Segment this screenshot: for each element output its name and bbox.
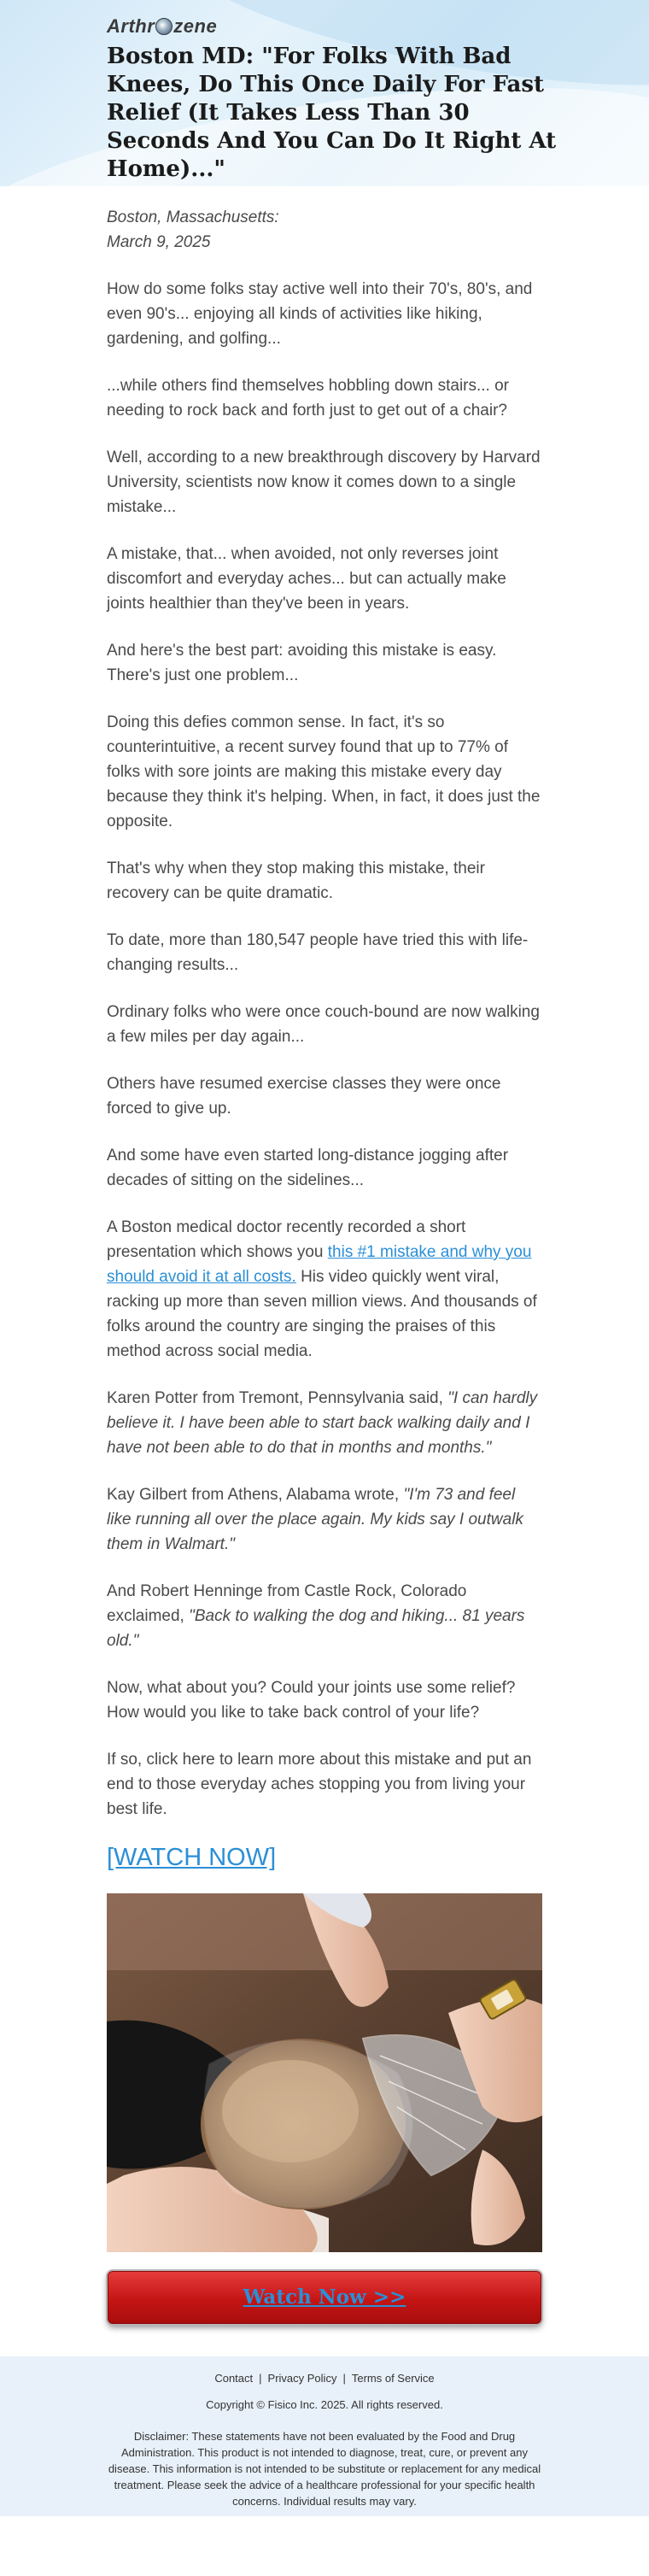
page-headline: Boston MD: "For Folks With Bad Knees, Do This Once Daily For Fast Relief (It Takes Less Than 30 Seconds And You Can Do It Right At Home)..." — [107, 44, 557, 182]
logo-text-end: zene — [173, 15, 218, 37]
footer-link-separator: | — [342, 2372, 346, 2385]
testimonial-quote: "I'm 73 and feel like running all over the place again. My kids say I outwalk them in Walmart." — [107, 1486, 523, 1553]
paragraph: Now, what about you? Could your joints use some relief? How would you like to take back control of your life? — [107, 1679, 516, 1722]
paragraph: ...while others find themselves hobbling down stairs... or needing to rock back and forth just to get out of a chair? — [107, 377, 510, 420]
paragraph: How do some folks stay active well into their 70's, 80's, and even 90's... enjoying all kinds of activities like hiking, gardening, and golfing... — [107, 280, 533, 348]
testimonial-quote: "I can hardly believe it. I have been able to start back walking daily and I have not been able to do that in months and months." — [107, 1389, 538, 1457]
watch-now-link[interactable]: [WATCH NOW] — [107, 1844, 277, 1871]
article-body — [107, 186, 542, 2324]
knee-wrap-photo[interactable] — [107, 1893, 542, 2252]
testimonial-intro: Karen Potter from Tremont, Pennsylvania said, — [107, 1389, 448, 1407]
testimonial-kay — [107, 1482, 542, 1557]
dateline — [107, 205, 542, 255]
paragraph: Others have resumed exercise classes they were once forced to give up. — [107, 1075, 501, 1118]
footer-links — [0, 2370, 649, 2386]
testimonial-robert — [107, 1579, 542, 1653]
footer-disclaimer: Disclaimer: These statements have not been evaluated by the Food and Drug Administration. This product is not intended to diagnose, treat, cure, or prevent any disease. This information is not intended to be substitute or replacement for any medical treatment. Please seek the advice of a healthcare professional for your specific health concerns. Individual results may vary. — [108, 2430, 541, 2508]
page-footer — [0, 2356, 649, 2516]
paragraph-text: A Boston medical doctor recently recorded a short presentation which shows you — [107, 1218, 466, 1261]
footer-link-terms[interactable]: Terms of Service — [351, 2372, 435, 2385]
dateline-date: March 9, 2025 — [107, 233, 211, 251]
paragraph: If so, click here to learn more about this mistake and put an end to those everyday aches stopping you from living your best life. — [107, 1751, 532, 1818]
paragraph: Ordinary folks who were once couch-bound are now walking a few miles per day again... — [107, 1003, 540, 1046]
dateline-location: Boston, Massachusetts: — [107, 208, 279, 226]
testimonial-intro: Kay Gilbert from Athens, Alabama wrote, — [107, 1486, 404, 1504]
knee-wrap-illustration — [107, 1893, 542, 2252]
paragraph-text: His video quickly went viral, racking up more than seven million views. And thousands of folks around the country are singing the praises of this method across social media. — [107, 1268, 537, 1360]
brand-logo — [107, 15, 217, 38]
header-banner — [0, 0, 649, 186]
paragraph: A mistake, that... when avoided, not only reverses joint discomfort and everyday aches... but can actually make joints healthier than they've been in years. — [107, 545, 506, 613]
cta-wrapper — [107, 2252, 542, 2324]
paragraph: Well, according to a new breakthrough discovery by Harvard University, scientists now know it comes down to a single mistake... — [107, 449, 541, 516]
footer-link-contact[interactable]: Contact — [214, 2372, 254, 2385]
testimonial-karen — [107, 1386, 542, 1460]
paragraph: And some have even started long-distance jogging after decades of sitting on the sidelines... — [107, 1147, 509, 1189]
footer-link-separator: | — [259, 2372, 262, 2385]
footer-link-privacy[interactable]: Privacy Policy — [267, 2372, 337, 2385]
paragraph: And here's the best part: avoiding this mistake is easy. There's just one problem... — [107, 642, 497, 684]
logo-text-start: Arthr — [107, 15, 155, 37]
watch-now-button[interactable]: Watch Now >> — [108, 2271, 541, 2324]
testimonial-intro: And Robert Henninge from Castle Rock, Colorado exclaimed, — [107, 1582, 467, 1625]
mistake-video-link[interactable]: this #1 mistake and why you should avoid it at all costs. — [107, 1243, 532, 1286]
logo-globe-icon — [155, 18, 172, 35]
paragraph-with-link — [107, 1215, 542, 1364]
paragraph: Doing this defies common sense. In fact, it's so counterintuitive, a recent survey found that up to 77% of folks with sore joints are making this mistake every day because they think it's helping. When, in fact, it does just the opposite. — [107, 713, 541, 830]
paragraph: That's why when they stop making this mistake, their recovery can be quite dramatic. — [107, 860, 485, 902]
footer-copyright: Copyright © Fisico Inc. 2025. All rights reserved. — [206, 2398, 443, 2411]
paragraph: To date, more than 180,547 people have tried this with life-changing results... — [107, 931, 529, 974]
testimonial-quote: "Back to walking the dog and hiking... 81 years old." — [107, 1607, 525, 1650]
